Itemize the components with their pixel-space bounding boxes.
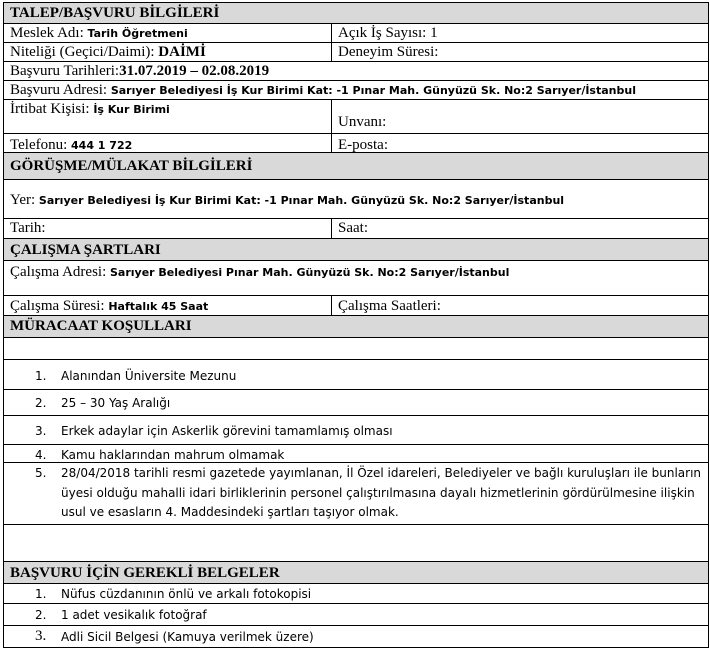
muracaat-item — [3, 463, 709, 525]
irtibat-cell — [4, 100, 331, 133]
muracaat-item-text: 25 – 30 Yaş Aralığı — [61, 396, 171, 410]
yer-cell — [4, 180, 708, 218]
nitelik-cell — [4, 43, 331, 61]
belge-item-text: Nüfus cüzdanının önlü ve arkalı fotokopisi — [61, 587, 312, 601]
belge-item-number: 3. — [35, 628, 47, 644]
section-header-muracaat: MÜRACAAT KOŞULLARI — [3, 316, 709, 338]
basvuru-adresi-value: Sarıyer Belediyesi İş Kur Birimi Kat: -1 Pınar Mah. Günyüzü Sk. No:2 Sarıyer/İstanbul — [110, 84, 636, 97]
muracaat-item — [3, 390, 709, 416]
muracaat-item — [3, 445, 709, 463]
basvuru-adresi-label: Başvuru Adresi: — [10, 82, 111, 98]
muracaat-item-text: Alanından Üniversite Mezunu — [61, 369, 237, 383]
muracaat-item — [3, 360, 709, 390]
row-basvuru-tarihleri — [3, 62, 709, 81]
row-irtibat — [3, 100, 709, 134]
muracaat-item-number: 4. — [35, 448, 47, 462]
section-header-gorusme: GÖRÜŞME/MÜLAKAT BİLGİLERİ — [3, 153, 709, 180]
irtibat-label: İrtibat Kişisi: — [10, 101, 94, 117]
acik-is-label: Açık İş Sayısı: 1 — [338, 25, 438, 41]
gorusme-tarih-label: Tarih: — [10, 220, 46, 236]
row-muracaat-spacer-2 — [3, 525, 709, 562]
calisma-suresi-label: Çalışma Süresi: — [10, 298, 109, 314]
gorusme-saat-label: Saat: — [338, 220, 368, 236]
adres-cell — [4, 81, 708, 99]
deneyim-label: Deneyim Süresi: — [338, 44, 439, 60]
basvuru-tarihleri-label: Başvuru Tarihleri: — [10, 63, 120, 79]
muracaat-item-number: 3. — [35, 424, 47, 438]
calisma-adresi-cell — [4, 261, 708, 295]
unvan-cell — [331, 100, 708, 133]
calisma-suresi-cell — [4, 296, 331, 315]
calisma-saatleri-label: Çalışma Saatleri: — [338, 298, 441, 314]
section-header-calisma: ÇALIŞMA ŞARTLARI — [3, 239, 709, 261]
row-gorusme-tarih — [3, 219, 709, 239]
meslek-value: Tarih Öğretmeni — [87, 27, 188, 40]
belge-item — [3, 626, 709, 648]
row-calisma-adresi — [3, 261, 709, 296]
muracaat-item-text-line-2: üyesi olduğu mahalli idari birliklerinin personel çalıştırılmasına dayalı hizmetlerinin gördürülmesine ilişkin — [61, 486, 695, 500]
meslek-label: Meslek Adı: — [10, 25, 88, 41]
belge-item-text: 1 adet vesikalık fotoğraf — [61, 608, 207, 622]
eposta-cell — [331, 134, 708, 152]
row-yer — [3, 180, 709, 219]
muracaat-item-text-line-3: usul ve esasların 4. Maddesindeki şartları taşıyor olmak. — [61, 505, 399, 519]
row-calisma-suresi — [3, 296, 709, 316]
calisma-adresi-value: Sarıyer Belediyesi Pınar Mah. Günyüzü Sk. No:2 Sarıyer/İstanbul — [110, 266, 510, 279]
gorusme-tarih-cell — [4, 219, 331, 238]
calisma-adresi-label: Çalışma Adresi: — [10, 264, 110, 280]
meslek-cell — [4, 24, 331, 42]
calisma-suresi-value: Haftalık 45 Saat — [108, 300, 209, 313]
acik-is-cell — [331, 24, 708, 42]
eposta-label: E-posta: — [338, 137, 388, 153]
muracaat-item-number: 5. — [35, 466, 47, 480]
row-meslek — [3, 24, 709, 43]
belge-item-number: 1. — [35, 587, 47, 601]
gorusme-saat-cell — [331, 219, 708, 238]
muracaat-item — [3, 416, 709, 445]
basvuru-tarihleri-value: 31.07.2019 – 02.08.2019 — [119, 63, 270, 79]
muracaat-item-text: Kamu haklarından mahrum olmamak — [61, 448, 285, 462]
unvan-label: Unvanı: — [338, 114, 387, 130]
row-basvuru-adresi — [3, 81, 709, 100]
yer-label: Yer: — [10, 192, 39, 208]
belge-item — [3, 604, 709, 626]
muracaat-item-text-line-1: 28/04/2018 tarihli resmi gazetede yayımlanan, İl Özel idareleri, Belediyeler ve bağlı kuruluşları ile bunların — [61, 466, 702, 480]
nitelik-value: DAİMİ — [158, 44, 206, 60]
muracaat-item-number: 1. — [35, 369, 47, 383]
deneyim-cell — [331, 43, 708, 61]
belge-item-number: 2. — [35, 608, 47, 622]
calisma-saatleri-cell — [331, 296, 708, 315]
yer-value: Sarıyer Belediyesi İş Kur Birimi Kat: -1 Pınar Mah. Günyüzü Sk. No:2 Sarıyer/İstanbul — [38, 194, 565, 207]
belge-item — [3, 584, 709, 604]
telefon-cell — [4, 134, 331, 152]
belge-item-text: Adli Sicil Belgesi (Kamuya verilmek üzere) — [61, 630, 314, 644]
telefon-label: Telefonu: — [10, 137, 72, 153]
row-telefon — [3, 134, 709, 153]
section-header-belgeler: BAŞVURU İÇİN GEREKLİ BELGELER — [3, 562, 709, 584]
section-header-talep: TALEP/BAŞVURU BİLGİLERİ — [3, 2, 709, 24]
telefon-value: 444 1 722 — [71, 139, 133, 152]
row-muracaat-spacer — [3, 338, 709, 360]
nitelik-label: Niteliği (Geçici/Daimi): — [10, 44, 159, 60]
muracaat-item-number: 2. — [35, 396, 47, 410]
tarih-cell — [4, 62, 708, 80]
irtibat-value: İş Kur Birimi — [93, 103, 170, 116]
muracaat-item-text: Erkek adaylar için Askerlik görevini tamamlamış olması — [61, 424, 393, 438]
row-nitelik — [3, 43, 709, 62]
